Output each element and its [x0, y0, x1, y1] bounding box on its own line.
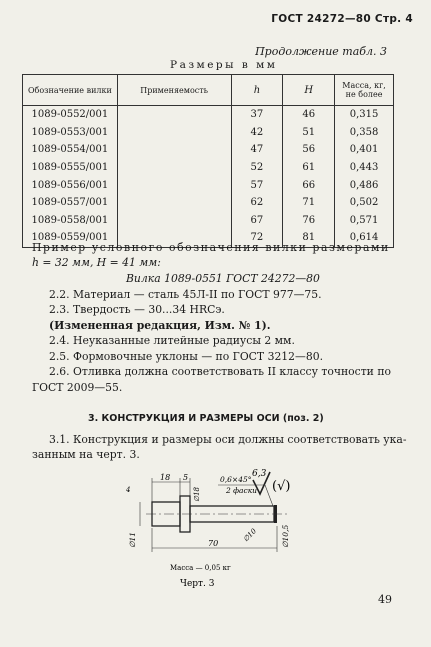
clause-3-1-a: 3.1. Конструкция и размеры оси должны соответствовать ука- — [49, 433, 407, 446]
table-row — [23, 159, 394, 177]
table-header-row — [23, 75, 394, 106]
example-designation: Вилка 1089-0551 ГОСТ 24272—80 — [126, 272, 320, 285]
example-line-1: Пример условного обозначения вилки размерами — [32, 241, 390, 254]
table-continuation: Продолжение табл. 3 — [255, 45, 387, 58]
col-header-applicability: Применяемость — [117, 75, 231, 106]
clause-3-1-b: занным на черт. 3. — [32, 448, 140, 461]
table-cell: 0,315 — [335, 106, 394, 124]
dim-18: 18 — [160, 473, 171, 482]
table-cell: 1089-0553/001 — [23, 124, 118, 142]
table-cell — [117, 194, 231, 212]
clause-2-3: 2.3. Твердость — 30...34 HRCэ. — [49, 303, 225, 316]
table-cell: 1089-0559/001 — [23, 229, 118, 247]
table-cell: 42 — [231, 124, 283, 142]
dims-caption: Размеры в мм — [170, 59, 278, 71]
table-cell: 47 — [231, 141, 283, 159]
table-cell: 0,614 — [335, 229, 394, 247]
table-cell: 1089-0552/001 — [23, 106, 118, 124]
clause-2-5: 2.5. Формовочные уклоны — по ГОСТ 3212—80. — [49, 350, 324, 363]
axle-drawing — [110, 458, 340, 598]
table-cell — [117, 106, 231, 124]
dim-4: 4 — [126, 486, 131, 494]
table-cell: 76 — [283, 212, 335, 230]
table-cell: 1089-0555/001 — [23, 159, 118, 177]
table-row — [23, 176, 394, 194]
page-number: 49 — [378, 593, 392, 606]
table-row — [23, 212, 394, 230]
dim-dia-11: ∅11 — [128, 531, 137, 548]
col-header-mass: Масса, кг, не более — [335, 75, 394, 106]
roughness-paren: (√) — [272, 479, 291, 494]
table-cell: 62 — [231, 194, 283, 212]
table-cell: 72 — [231, 229, 283, 247]
table-cell: 1089-0557/001 — [23, 194, 118, 212]
table-cell: 0,401 — [335, 141, 394, 159]
table-row — [23, 124, 394, 142]
table-cell: 51 — [283, 124, 335, 142]
table-cell: 1089-0556/001 — [23, 176, 118, 194]
table-row — [23, 141, 394, 159]
table-cell: 66 — [283, 176, 335, 194]
chamfer-size: 0,6×45° — [220, 475, 252, 484]
table-row — [23, 106, 394, 124]
example-line-2: h = 32 мм, H = 41 мм: — [32, 256, 161, 269]
table-cell: 56 — [283, 141, 335, 159]
col-header-h: h — [231, 75, 283, 106]
chamfer-count: 2 фаски — [226, 486, 258, 495]
clause-2-2: 2.2. Материал — сталь 45Л-II по ГОСТ 977—75. — [49, 288, 322, 301]
dim-dia-10-5: ∅10,5 — [281, 524, 290, 548]
drawing-mass: Масса — 0,05 кг — [170, 564, 231, 572]
drawing-caption: Черт. 3 — [180, 579, 215, 589]
roughness-value: 6,3 — [252, 469, 267, 479]
table-cell: 52 — [231, 159, 283, 177]
clause-2-6-b: ГОСТ 2009—55. — [32, 381, 123, 394]
clause-2-4: 2.4. Неуказанные литейные радиусы 2 мм. — [49, 334, 295, 347]
table-cell — [117, 176, 231, 194]
table-cell: 81 — [283, 229, 335, 247]
table-cell: 0,358 — [335, 124, 394, 142]
dim-dia-18: ∅18 — [193, 486, 201, 502]
table-cell: 61 — [283, 159, 335, 177]
table-cell: 46 — [283, 106, 335, 124]
table-cell: 1089-0554/001 — [23, 141, 118, 159]
section-3-heading: 3. КОНСТРУКЦИЯ И РАЗМЕРЫ ОСИ (поз. 2) — [88, 413, 324, 424]
table-cell — [117, 159, 231, 177]
table-cell: 37 — [231, 106, 283, 124]
dim-70: 70 — [208, 539, 219, 548]
table-cell: 0,571 — [335, 212, 394, 230]
col-header-designation: Обозначение вилки — [23, 75, 118, 106]
table-cell: 67 — [231, 212, 283, 230]
table-row — [23, 194, 394, 212]
dimensions-table — [22, 74, 394, 248]
dim-5: 5 — [183, 473, 189, 482]
table-cell: 1089-0558/001 — [23, 212, 118, 230]
table-cell: 71 — [283, 194, 335, 212]
clause-2-6-a: 2.6. Отливка должна соответствовать II классу точности по — [49, 365, 392, 378]
table-cell: 0,486 — [335, 176, 394, 194]
table-cell — [117, 124, 231, 142]
change-note: (Измененная редакция, Изм. № 1). — [49, 319, 271, 332]
col-header-H: H — [283, 75, 335, 106]
table-cell — [117, 141, 231, 159]
dim-dia-10: ∅10 — [241, 527, 259, 544]
table-cell: 57 — [231, 176, 283, 194]
page-header: ГОСТ 24272—80 Стр. 4 — [271, 13, 413, 25]
table-cell: 0,502 — [335, 194, 394, 212]
table-cell — [117, 212, 231, 230]
table-cell: 0,443 — [335, 159, 394, 177]
